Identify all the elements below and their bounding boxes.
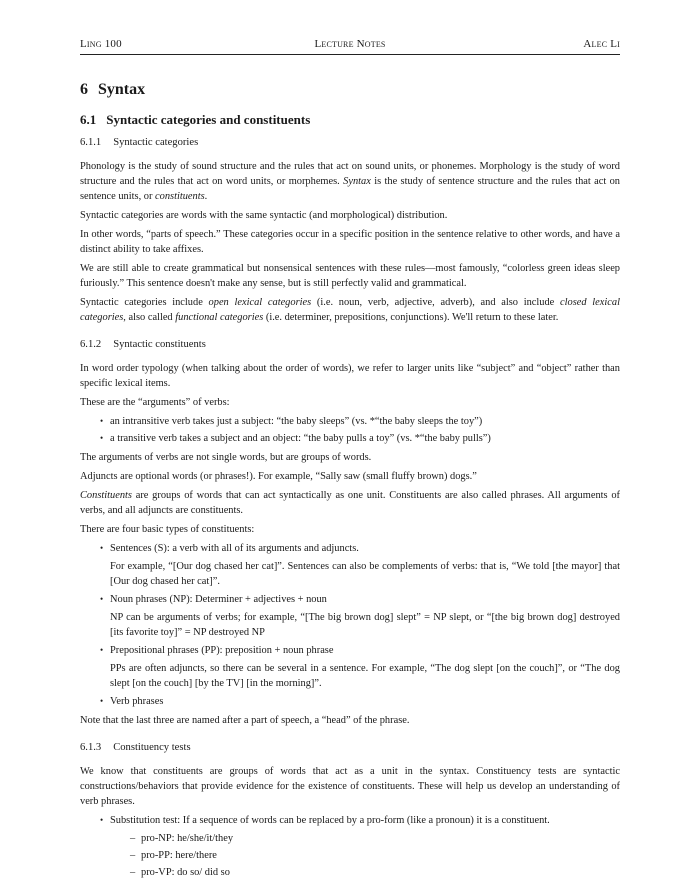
chapter-heading bbox=[80, 80, 620, 100]
subsection-title: Constituency tests bbox=[113, 742, 191, 753]
header-author: Alec Li bbox=[583, 38, 620, 50]
text-run: (i.e. noun, verb, adjective, adverb), and also include bbox=[311, 297, 561, 308]
list-item bbox=[100, 813, 620, 880]
list-item: • a transitive verb takes a subject and an object: “the baby pulls a toy” (vs. *“the baby pulls”) bbox=[100, 431, 620, 446]
paragraph: We know that constituents are groups of words that act as a unit in the syntax. Constituency tests are syntactic constructions/behaviors that provide evidence for the existence of constituents. These will help us develop an understanding of verb phrases. bbox=[80, 766, 620, 807]
emphasis: Syntax bbox=[343, 176, 371, 187]
list-item-body: For example, “[Our dog chased her cat]”. Sentences can also be complements of verbs: that is, “We told [the mayor] that [Our dog chased her cat]”. bbox=[110, 561, 620, 587]
paragraph: Syntactic categories are words with the same syntactic (and morphological) distribution. bbox=[80, 210, 448, 221]
pro-form-list bbox=[110, 831, 620, 880]
section-heading bbox=[80, 112, 620, 128]
section-title: Syntactic categories and constituents bbox=[106, 112, 311, 127]
list-item: – pro-NP: he/she/it/they bbox=[130, 831, 620, 846]
paragraph bbox=[80, 295, 620, 325]
list-item-body: NP can be arguments of verbs; for example, “[The big brown dog] slept” = NP slept, or “[the big brown dog] destroyed [its favorite toy]” = NP destroyed NP bbox=[110, 612, 620, 638]
list-item bbox=[100, 541, 620, 589]
emphasis: closed lexical categories bbox=[80, 297, 620, 323]
subsection-number: 6.1.2 bbox=[80, 339, 102, 350]
emphasis: functional categories bbox=[175, 312, 264, 323]
subsection-number: 6.1.1 bbox=[80, 137, 102, 148]
text-run: is the study of sentence structure and the rules that act on sentence units, or bbox=[80, 176, 620, 202]
subsection-number: 6.1.3 bbox=[80, 742, 102, 753]
list-item bbox=[100, 694, 620, 709]
text-run: Syntactic categories include bbox=[80, 297, 209, 308]
list-item-title: • Verb phrases bbox=[110, 696, 164, 707]
list-item-title: • Noun phrases (NP): Determiner + adjectives + noun bbox=[110, 594, 327, 605]
subsection-heading bbox=[80, 338, 620, 352]
paragraph: In word order typology (when talking about the order of words), we refer to larger units like “subject” and “object” rather than specific lexical items. bbox=[80, 363, 620, 389]
chapter-title: Syntax bbox=[98, 81, 146, 98]
paragraph: There are four basic types of constituents: bbox=[80, 524, 255, 535]
paragraph: The arguments of verbs are not single words, but are groups of words. bbox=[80, 452, 372, 463]
paragraph: In other words, “parts of speech.” These categories occur in a specific position in the sentence relative to other words, and have a distinct ability to take affixes. bbox=[80, 229, 620, 255]
paragraph bbox=[80, 488, 620, 518]
paragraph bbox=[80, 159, 620, 204]
text-run: are groups of words that can act syntactically as one unit. Constituents are also called phrases. All arguments of verbs, and all adjuncts are constituents. bbox=[80, 490, 620, 516]
constituent-types-list bbox=[80, 541, 620, 709]
paragraph: These are the “arguments” of verbs: bbox=[80, 397, 230, 408]
subsection-heading bbox=[80, 741, 620, 755]
text-run: Phonology is the study of sound structure and the rules that act on sound units, or phonemes. Morphology is the study of word structure and the rules that act on word units, or morphemes. bbox=[80, 161, 620, 187]
argument-list bbox=[80, 414, 620, 446]
list-item: – pro-VP: do so/ did so bbox=[130, 865, 620, 880]
text-run: , also called bbox=[123, 312, 176, 323]
header-rule bbox=[80, 54, 620, 55]
paragraph: We are still able to create grammatical but nonsensical sentences with these rules—most famously, “colorless green ideas sleep furiously.” This sentence doesn't make any sense, but is still perfectly valid and grammatical. bbox=[80, 263, 620, 289]
test-list bbox=[80, 813, 620, 880]
paragraph: Note that the last three are named after a part of speech, a “head” of the phrase. bbox=[80, 715, 410, 726]
page-body bbox=[80, 74, 620, 884]
emphasis: Constituents bbox=[80, 490, 132, 501]
list-item: – pro-PP: here/there bbox=[130, 848, 620, 863]
list-item: • an intransitive verb takes just a subject: “the baby sleeps” (vs. *“the baby sleeps the toy”) bbox=[100, 414, 620, 429]
emphasis: open lexical categories bbox=[208, 297, 312, 308]
text-run: (i.e. determiner, prepositions, conjunctions). We'll return to these later. bbox=[263, 312, 559, 323]
subsection-title: Syntactic categories bbox=[113, 137, 199, 148]
chapter-number: 6 bbox=[80, 81, 88, 98]
list-item-title: • Sentences (S): a verb with all of its arguments and adjuncts. bbox=[110, 543, 359, 554]
header-course: Ling 100 bbox=[80, 38, 122, 50]
list-item-title: • Substitution test: If a sequence of words can be replaced by a pro-form (like a pronoun) it is a constituent. bbox=[110, 815, 550, 826]
text-run: . bbox=[204, 191, 208, 202]
header-title: Lecture Notes bbox=[314, 38, 386, 50]
emphasis: constituents bbox=[155, 191, 205, 202]
section-number: 6.1 bbox=[80, 112, 97, 127]
subsection-heading bbox=[80, 136, 620, 150]
list-item bbox=[100, 592, 620, 640]
list-item-title: • Prepositional phrases (PP): preposition + noun phrase bbox=[110, 645, 334, 656]
list-item-body: PPs are often adjuncts, so there can be several in a sentence. For example, “The dog slept [on the couch]”, or “The dog slept [on the couch] [by the TV] [in the morning]”. bbox=[110, 663, 620, 689]
list-item bbox=[100, 643, 620, 691]
paragraph: Adjuncts are optional words (or phrases!). For example, “Sally saw (small fluffy brown) dogs.” bbox=[80, 471, 477, 482]
subsection-title: Syntactic constituents bbox=[113, 339, 206, 350]
